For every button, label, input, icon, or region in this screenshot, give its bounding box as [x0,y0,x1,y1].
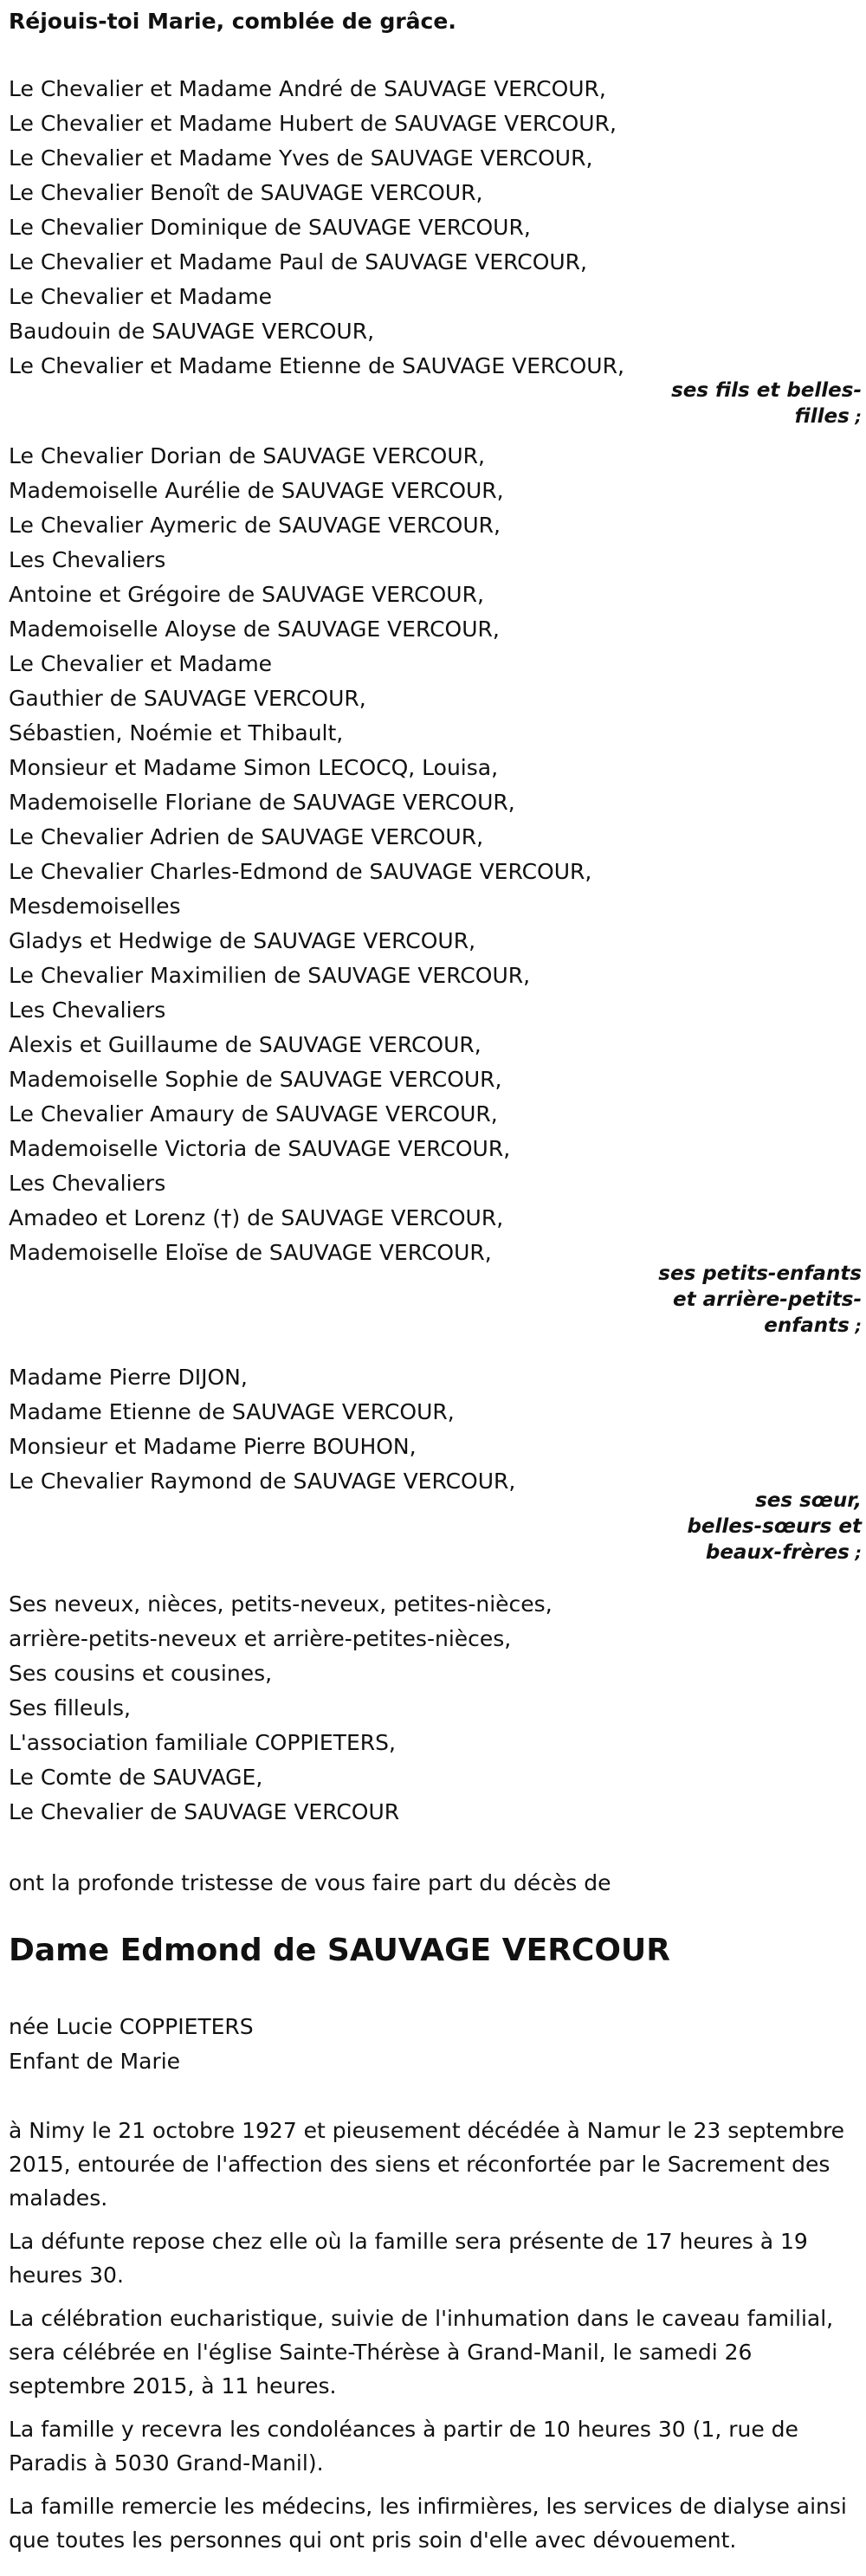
family-line: Gladys et Hedwige de SAUVAGE VERCOUR, [9,928,476,953]
family-line: Le Chevalier Maximilien de SAUVAGE VERCOUR, [9,963,531,988]
family-line: Le Chevalier et Madame Paul de SAUVAGE VERCOUR, [9,249,587,274]
family-line: Gauthier de SAUVAGE VERCOUR, [9,686,366,711]
relation-label-children [671,378,862,430]
family-line: Le Chevalier et Madame Etienne de SAUVAGE VERCOUR, [9,353,624,378]
family-line: Monsieur et Madame Pierre BOUHON, [9,1434,417,1459]
family-line: Le Chevalier de SAUVAGE VERCOUR [9,1799,400,1824]
relation-line: ses sœur, [755,1489,862,1512]
family-line: Le Chevalier et Madame Hubert de SAUVAGE VERCOUR, [9,111,617,136]
relation-suffix: ; [849,408,862,427]
family-line: Le Chevalier Benoît de SAUVAGE VERCOUR, [9,180,483,205]
family-line: Le Chevalier et Madame André de SAUVAGE VERCOUR, [9,76,606,101]
family-line: Madame Etienne de SAUVAGE VERCOUR, [9,1399,455,1424]
relation-label-siblings [687,1488,862,1566]
relation-line: beaux-frères [705,1541,850,1564]
birth-name: née Lucie COPPIETERS [9,2014,254,2039]
paragraph: La défunte repose chez elle où la famille sera présente de 17 heures à 19 heures 30. [9,2229,808,2288]
family-line: arrière-petits-neveux et arrière-petites-nièces, [9,1626,512,1651]
family-line: Les Chevaliers [9,1171,166,1196]
paragraph: à Nimy le 21 octobre 1927 et pieusement décédée à Namur le 23 septembre 2015, entourée de l'affection des siens et réconfortée par le Sacrement des malades. [9,2118,845,2211]
family-line: Mademoiselle Floriane de SAUVAGE VERCOUR, [9,790,515,815]
greeting-heading: Réjouis-toi Marie, comblée de grâce. [9,9,456,34]
family-line: Le Chevalier et Madame Yves de SAUVAGE VERCOUR, [9,145,593,171]
relation-line: belles-sœurs et [687,1515,862,1538]
family-line: Mademoiselle Sophie de SAUVAGE VERCOUR, [9,1067,502,1092]
family-line: Le Chevalier Dominique de SAUVAGE VERCOUR, [9,215,531,240]
family-line: Mesdemoiselles [9,894,181,919]
relation-label-grandchildren [658,1261,862,1340]
family-line: Le Chevalier et Madame [9,651,273,676]
deceased-title: Enfant de Marie [9,2049,181,2074]
paragraph: La famille remercie les médecins, les infirmières, les services de dialyse ainsi que toutes les personnes qui ont pris soin d'elle avec dévouement. [9,2494,847,2553]
family-line: Mademoiselle Eloïse de SAUVAGE VERCOUR, [9,1240,492,1265]
family-line: Amadeo et Lorenz (†) de SAUVAGE VERCOUR, [9,1205,504,1230]
announcement-text: ont la profonde tristesse de vous faire part du décès de [9,1870,611,1895]
family-line: Mademoiselle Victoria de SAUVAGE VERCOUR, [9,1136,511,1161]
relation-suffix: ; [849,1544,862,1563]
paragraph: La célébration eucharistique, suivie de l'inhumation dans le caveau familial, sera célébrée en l'église Sainte-Thérèse à Grand-Manil, le samedi 26 septembre 2015, à 11 heures. [9,2306,834,2398]
family-line: Les Chevaliers [9,997,166,1023]
family-line: Madame Pierre DIJON, [9,1365,248,1390]
family-line: Le Chevalier Raymond de SAUVAGE VERCOUR, [9,1469,516,1494]
family-line: Ses neveux, nièces, petits-neveux, petites-nièces, [9,1591,553,1617]
family-line: Le Chevalier et Madame [9,284,273,309]
family-line: Alexis et Guillaume de SAUVAGE VERCOUR, [9,1032,481,1057]
family-line: Le Chevalier Charles-Edmond de SAUVAGE VERCOUR, [9,859,592,884]
family-line: L'association familiale COPPIETERS, [9,1730,396,1755]
family-line: Ses cousins et cousines, [9,1661,273,1686]
deceased-name: Dame Edmond de SAUVAGE VERCOUR [9,1933,670,1968]
family-line: Monsieur et Madame Simon LECOCQ, Louisa, [9,755,499,780]
family-line: Mademoiselle Aurélie de SAUVAGE VERCOUR, [9,478,504,503]
family-line: Antoine et Grégoire de SAUVAGE VERCOUR, [9,582,484,607]
relation-line: ses fils et belles- [671,379,862,402]
family-line: Ses filleuls, [9,1695,132,1721]
relation-suffix: ; [849,1317,862,1336]
family-line: Baudouin de SAUVAGE VERCOUR, [9,319,375,344]
family-line: Le Chevalier Adrien de SAUVAGE VERCOUR, [9,824,484,849]
paragraph: La famille y recevra les condoléances à partir de 10 heures 30 (1, rue de Paradis à 5030 Grand-Manil). [9,2417,798,2476]
family-line: Les Chevaliers [9,547,166,572]
family-line: Le Chevalier Dorian de SAUVAGE VERCOUR, [9,443,485,468]
relation-line: enfants [764,1314,850,1337]
family-line: Sébastien, Noémie et Thibault, [9,720,344,746]
relation-line: filles [794,405,850,428]
family-line: Mademoiselle Aloyse de SAUVAGE VERCOUR, [9,617,500,642]
relation-line: ses petits-enfants [658,1262,862,1285]
family-line: Le Chevalier Amaury de SAUVAGE VERCOUR, [9,1101,498,1127]
relation-line: et arrière-petits- [673,1288,862,1311]
family-line: Le Comte de SAUVAGE, [9,1765,263,1790]
family-line: Le Chevalier Aymeric de SAUVAGE VERCOUR, [9,513,501,538]
